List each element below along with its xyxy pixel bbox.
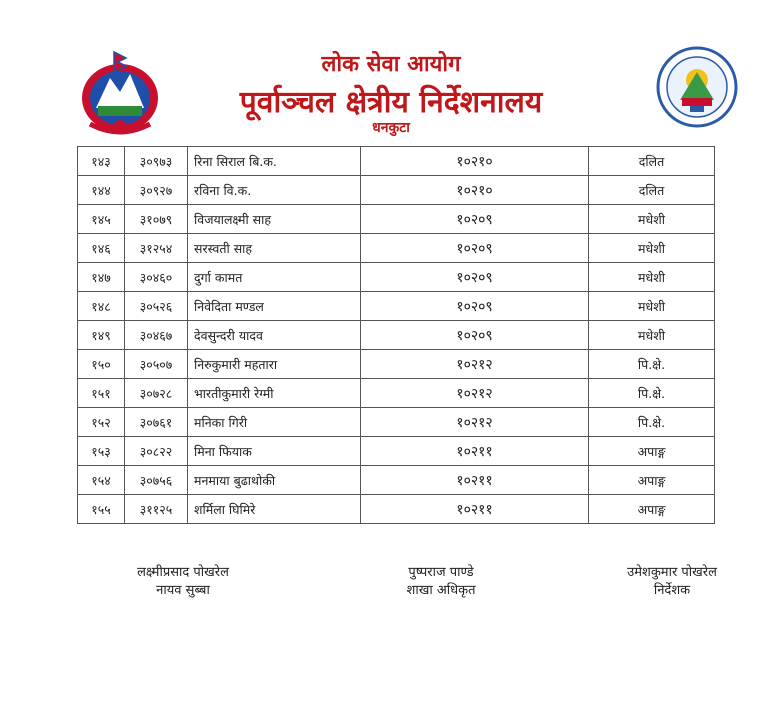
category: दलित bbox=[589, 147, 715, 176]
serial-number: १५५ bbox=[78, 495, 125, 524]
category: अपाङ्ग bbox=[589, 437, 715, 466]
table-row bbox=[78, 437, 715, 466]
roll-number: ३०७५६ bbox=[125, 466, 188, 495]
roll-number: ३०९२७ bbox=[125, 176, 188, 205]
table-row bbox=[78, 263, 715, 292]
roll-number: ३०८२२ bbox=[125, 437, 188, 466]
advertisement-code: १०२०९ bbox=[361, 321, 589, 350]
candidate-name: देवसुन्दरी यादव bbox=[188, 321, 361, 350]
serial-number: १४४ bbox=[78, 176, 125, 205]
roll-number: ३०४६७ bbox=[125, 321, 188, 350]
result-table bbox=[77, 146, 715, 524]
advertisement-code: १०२०९ bbox=[361, 205, 589, 234]
roll-number: ३११२५ bbox=[125, 495, 188, 524]
advertisement-code: १०२११ bbox=[361, 466, 589, 495]
roll-number: ३०४६० bbox=[125, 263, 188, 292]
signatory-name: पुष्पराज पाण्डे bbox=[408, 565, 474, 580]
roll-number: ३०७२८ bbox=[125, 379, 188, 408]
serial-number: १५३ bbox=[78, 437, 125, 466]
roll-number: ३०९७३ bbox=[125, 147, 188, 176]
signature-block-director bbox=[602, 564, 742, 600]
serial-number: १५२ bbox=[78, 408, 125, 437]
table-row bbox=[78, 176, 715, 205]
signatory-designation: शाखा अधिकृत bbox=[406, 583, 476, 598]
candidate-name: दुर्गा कामत bbox=[188, 263, 361, 292]
candidate-name: मनमाया बुढाथोकी bbox=[188, 466, 361, 495]
candidate-name: मनिका गिरी bbox=[188, 408, 361, 437]
signatory-name: लक्ष्मीप्रसाद पोखरेल bbox=[137, 565, 229, 580]
regional-office-title: पूर्वाञ्चल क्षेत्रीय निर्देशनालय bbox=[239, 85, 543, 120]
category: अपाङ्ग bbox=[589, 466, 715, 495]
advertisement-code: १०२१० bbox=[361, 176, 589, 205]
serial-number: १५४ bbox=[78, 466, 125, 495]
advertisement-code: १०२०९ bbox=[361, 292, 589, 321]
serial-number: १५० bbox=[78, 350, 125, 379]
advertisement-code: १०२१० bbox=[361, 147, 589, 176]
office-location: धनकुटा bbox=[372, 120, 410, 136]
candidate-name: निरुकुमारी महतारा bbox=[188, 350, 361, 379]
signatory-designation: निर्देशक bbox=[653, 583, 691, 598]
category: मधेशी bbox=[589, 205, 715, 234]
table-row bbox=[78, 234, 715, 263]
commission-title: लोक सेवा आयोग bbox=[321, 52, 461, 77]
category: दलित bbox=[589, 176, 715, 205]
signatory-name: उमेशकुमार पोखरेल bbox=[627, 565, 717, 580]
candidate-name: रविना वि.क. bbox=[188, 176, 361, 205]
signatory-designation: नायव सुब्बा bbox=[156, 583, 210, 598]
roll-number: ३०५२६ bbox=[125, 292, 188, 321]
category: पि.क्षे. bbox=[589, 350, 715, 379]
candidate-name: विजयालक्ष्मी साह bbox=[188, 205, 361, 234]
signature-block-section-officer-assistant bbox=[118, 564, 248, 600]
table-row bbox=[78, 321, 715, 350]
advertisement-code: १०२१२ bbox=[361, 379, 589, 408]
candidate-name: शर्मिला घिमिरे bbox=[188, 495, 361, 524]
serial-number: १४३ bbox=[78, 147, 125, 176]
candidate-name: निवेदिता मण्डल bbox=[188, 292, 361, 321]
category: मधेशी bbox=[589, 234, 715, 263]
advertisement-code: १०२१२ bbox=[361, 408, 589, 437]
table-row bbox=[78, 379, 715, 408]
candidate-name: रिना सिराल बि.क. bbox=[188, 147, 361, 176]
candidate-name: सरस्वती साह bbox=[188, 234, 361, 263]
serial-number: १४५ bbox=[78, 205, 125, 234]
advertisement-code: १०२११ bbox=[361, 495, 589, 524]
serial-number: १५१ bbox=[78, 379, 125, 408]
roll-number: ३१२५४ bbox=[125, 234, 188, 263]
roll-number: ३०५०७ bbox=[125, 350, 188, 379]
category: अपाङ्ग bbox=[589, 495, 715, 524]
serial-number: १४९ bbox=[78, 321, 125, 350]
advertisement-code: १०२०९ bbox=[361, 263, 589, 292]
category: मधेशी bbox=[589, 263, 715, 292]
candidate-name: मिना फियाक bbox=[188, 437, 361, 466]
table-row bbox=[78, 495, 715, 524]
category: पि.क्षे. bbox=[589, 379, 715, 408]
serial-number: १४७ bbox=[78, 263, 125, 292]
table-row bbox=[78, 466, 715, 495]
category: मधेशी bbox=[589, 292, 715, 321]
table-row bbox=[78, 350, 715, 379]
advertisement-code: १०२१२ bbox=[361, 350, 589, 379]
table-row bbox=[78, 408, 715, 437]
table-row bbox=[78, 147, 715, 176]
candidate-name: भारतीकुमारी रेग्मी bbox=[188, 379, 361, 408]
category: मधेशी bbox=[589, 321, 715, 350]
category: पि.क्षे. bbox=[589, 408, 715, 437]
roll-number: ३०७६१ bbox=[125, 408, 188, 437]
signature-block-section-officer bbox=[376, 564, 506, 600]
table-row bbox=[78, 292, 715, 321]
roll-number: ३१०७९ bbox=[125, 205, 188, 234]
advertisement-code: १०२११ bbox=[361, 437, 589, 466]
serial-number: १४८ bbox=[78, 292, 125, 321]
serial-number: १४६ bbox=[78, 234, 125, 263]
table-row bbox=[78, 205, 715, 234]
advertisement-code: १०२०९ bbox=[361, 234, 589, 263]
